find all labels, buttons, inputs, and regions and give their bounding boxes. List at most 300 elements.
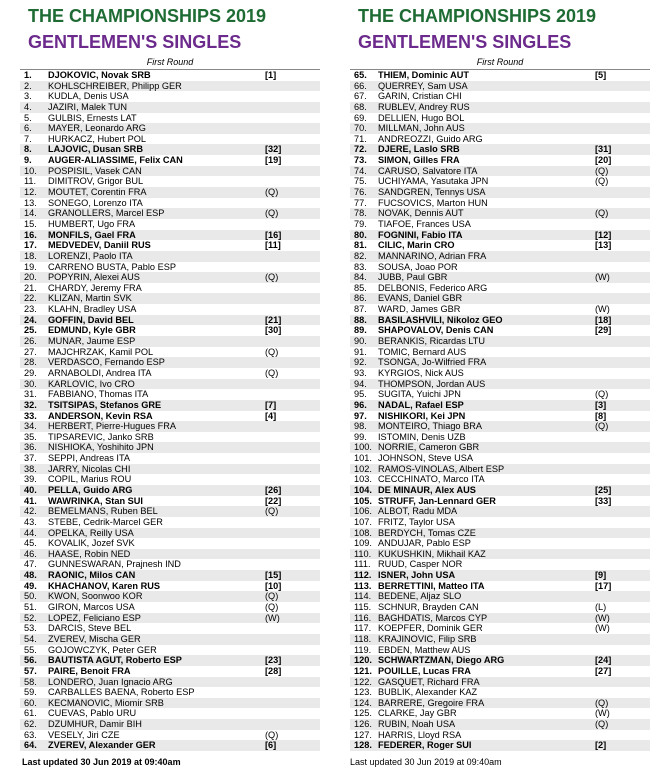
player-name: BEDENE, Aljaz SLO bbox=[378, 591, 462, 602]
seed-status: [25] bbox=[595, 484, 612, 495]
draw-position: 94. bbox=[354, 378, 367, 389]
draw-entry bbox=[350, 400, 650, 411]
draw-entry bbox=[350, 602, 650, 613]
draw-entry bbox=[20, 304, 320, 315]
draw-position: 43. bbox=[24, 516, 37, 527]
player-name: BEMELMANS, Ruben BEL bbox=[48, 506, 158, 517]
player-name: SUGITA, Yuichi JPN bbox=[378, 389, 461, 400]
draw-position: 111. bbox=[354, 559, 371, 570]
player-name: CECCHINATO, Marco ITA bbox=[378, 474, 485, 485]
seed-status: [21] bbox=[265, 314, 282, 325]
seed-status: [10] bbox=[265, 580, 282, 591]
seed-status: [19] bbox=[265, 155, 282, 166]
player-name: CILIC, Marin CRO bbox=[378, 240, 455, 251]
seed-status: [29] bbox=[595, 325, 612, 336]
draw-position: 123. bbox=[354, 687, 372, 698]
player-name: OPELKA, Reilly USA bbox=[48, 527, 134, 538]
draw-position: 60. bbox=[24, 697, 37, 708]
player-name: POSPISIL, Vasek CAN bbox=[48, 165, 142, 176]
draw-position: 127. bbox=[354, 729, 372, 740]
player-name: DELLIEN, Hugo BOL bbox=[378, 112, 465, 123]
draw-entry bbox=[20, 623, 320, 634]
player-name: GOJOWCZYK, Peter GER bbox=[48, 644, 157, 655]
draw-entry bbox=[350, 176, 650, 187]
draw-position: 58. bbox=[24, 676, 37, 687]
seed-status: [33] bbox=[595, 495, 612, 506]
draw-entry bbox=[350, 591, 650, 602]
seed-status: [17] bbox=[595, 580, 612, 591]
seed-status: (Q) bbox=[595, 697, 609, 708]
seed-status: [7] bbox=[265, 399, 277, 410]
player-name: ANDUJAR, Pablo ESP bbox=[378, 538, 471, 549]
draw-entry bbox=[350, 123, 650, 134]
player-name: STRUFF, Jan-Lennard GER bbox=[378, 495, 496, 506]
draw-entry bbox=[20, 485, 320, 496]
draw-entry bbox=[350, 240, 650, 251]
player-name: CLARKE, Jay GBR bbox=[378, 708, 457, 719]
seed-status: (Q) bbox=[265, 367, 279, 378]
seed-status: [16] bbox=[265, 229, 282, 240]
draw-entry bbox=[350, 719, 650, 730]
draw-position: 88. bbox=[354, 314, 367, 325]
draw-position: 120. bbox=[354, 655, 372, 666]
player-name: LOPEZ, Feliciano ESP bbox=[48, 612, 141, 623]
draw-entry bbox=[350, 262, 650, 273]
draw-position: 19. bbox=[24, 261, 37, 272]
player-name: KWON, Soonwoo KOR bbox=[48, 591, 143, 602]
seed-status: (L) bbox=[595, 602, 607, 613]
draw-position: 32. bbox=[24, 399, 37, 410]
player-name: ISTOMIN, Denis UZB bbox=[378, 431, 466, 442]
draw-position: 114. bbox=[354, 591, 372, 602]
player-name: TSITSIPAS, Stefanos GRE bbox=[48, 399, 162, 410]
draw-position: 124. bbox=[354, 697, 372, 708]
draw-position: 1. bbox=[24, 70, 32, 80]
seed-status: (W) bbox=[595, 623, 610, 634]
draw-entry bbox=[20, 357, 320, 368]
draw-entry bbox=[20, 262, 320, 273]
draw-position: 39. bbox=[24, 474, 37, 485]
draw-entry bbox=[350, 379, 650, 390]
player-name: GARIN, Cristian CHI bbox=[378, 91, 462, 102]
seed-status: (Q) bbox=[595, 421, 609, 432]
draw-position: 72. bbox=[354, 144, 367, 155]
draw-list bbox=[20, 69, 320, 751]
draw-entry bbox=[20, 283, 320, 294]
seed-status: [5] bbox=[595, 70, 607, 80]
player-name: FABBIANO, Thomas ITA bbox=[48, 389, 149, 400]
draw-entry bbox=[20, 549, 320, 560]
player-name: HAASE, Robin NED bbox=[48, 548, 131, 559]
player-name: GUNNESWARAN, Prajnesh IND bbox=[48, 559, 181, 570]
draw-position: 71. bbox=[354, 133, 367, 144]
draw-entry bbox=[350, 315, 650, 326]
draw-position: 22. bbox=[24, 293, 37, 304]
draw-entry bbox=[350, 198, 650, 209]
seed-status: (W) bbox=[595, 304, 610, 315]
player-name: SOUSA, Joao POR bbox=[378, 261, 458, 272]
player-name: BASILASHVILI, Nikoloz GEO bbox=[378, 314, 503, 325]
seed-status: [4] bbox=[265, 410, 277, 421]
event-subtitle: GENTLEMEN'S SINGLES bbox=[28, 32, 242, 52]
player-name: NISHIKORI, Kei JPN bbox=[378, 410, 466, 421]
player-name: JAZIRI, Malek TUN bbox=[48, 101, 127, 112]
draw-position: 46. bbox=[24, 548, 37, 559]
draw-entry bbox=[20, 677, 320, 688]
seed-status: [1] bbox=[265, 70, 277, 80]
player-name: EVANS, Daniel GBR bbox=[378, 293, 463, 304]
seed-status: [3] bbox=[595, 399, 607, 410]
player-name: KOEPFER, Dominik GER bbox=[378, 623, 483, 634]
player-name: SONEGO, Lorenzo ITA bbox=[48, 197, 143, 208]
draw-position: 15. bbox=[24, 218, 37, 229]
player-name: GULBIS, Ernests LAT bbox=[48, 112, 137, 123]
player-name: NISHIOKA, Yoshihito JPN bbox=[48, 442, 154, 453]
player-name: QUERREY, Sam USA bbox=[378, 80, 468, 91]
draw-entry bbox=[350, 453, 650, 464]
draw-entry bbox=[350, 496, 650, 507]
draw-position: 29. bbox=[24, 367, 37, 378]
draw-entry bbox=[20, 134, 320, 145]
draw-position: 12. bbox=[24, 187, 37, 198]
seed-status: [26] bbox=[265, 484, 282, 495]
draw-position: 86. bbox=[354, 293, 367, 304]
player-name: DIMITROV, Grigor BUL bbox=[48, 176, 144, 187]
draw-position: 64. bbox=[24, 740, 37, 751]
seed-status: (Q) bbox=[595, 389, 609, 400]
draw-position: 102. bbox=[354, 463, 372, 474]
draw-position: 84. bbox=[354, 272, 367, 283]
draw-entry bbox=[20, 570, 320, 581]
draw-entry bbox=[20, 698, 320, 709]
player-name: JARRY, Nicolas CHI bbox=[48, 463, 131, 474]
draw-entry bbox=[350, 740, 650, 751]
player-name: KUDLA, Denis USA bbox=[48, 91, 129, 102]
player-name: RUUD, Casper NOR bbox=[378, 559, 463, 570]
draw-position: 110. bbox=[354, 548, 372, 559]
player-name: KLIZAN, Martin SVK bbox=[48, 293, 132, 304]
event-subtitle: GENTLEMEN'S SINGLES bbox=[358, 32, 572, 52]
draw-position: 105. bbox=[354, 495, 372, 506]
draw-entry bbox=[350, 666, 650, 677]
draw-entry bbox=[350, 113, 650, 124]
player-name: CARBALLES BAENA, Roberto ESP bbox=[48, 687, 195, 698]
draw-position: 81. bbox=[354, 240, 367, 251]
draw-position: 24. bbox=[24, 314, 37, 325]
draw-entry bbox=[20, 113, 320, 124]
draw-entry bbox=[20, 730, 320, 741]
player-name: TIPSAREVIC, Janko SRB bbox=[48, 431, 154, 442]
player-name: BAGHDATIS, Marcos CYP bbox=[378, 612, 488, 623]
draw-entry bbox=[350, 464, 650, 475]
player-name: ALBOT, Radu MDA bbox=[378, 506, 458, 517]
draw-position: 121. bbox=[354, 665, 372, 676]
player-name: HUMBERT, Ugo FRA bbox=[48, 218, 136, 229]
draw-position: 37. bbox=[24, 453, 37, 464]
draw-position: 125. bbox=[354, 708, 372, 719]
draw-position: 93. bbox=[354, 367, 367, 378]
draw-entry bbox=[20, 368, 320, 379]
draw-entry bbox=[20, 91, 320, 102]
seed-status: (Q) bbox=[595, 208, 609, 219]
draw-entry bbox=[350, 581, 650, 592]
player-name: KOVALIK, Jozef SVK bbox=[48, 538, 135, 549]
draw-position: 108. bbox=[354, 527, 372, 538]
draw-entry bbox=[20, 123, 320, 134]
draw-position: 9. bbox=[24, 155, 32, 166]
player-name: KLAHN, Bradley USA bbox=[48, 304, 137, 315]
draw-entry bbox=[350, 559, 650, 570]
draw-position: 128. bbox=[354, 740, 372, 751]
draw-entry bbox=[20, 155, 320, 166]
seed-status: (W) bbox=[595, 272, 610, 283]
player-name: ANDERSON, Kevin RSA bbox=[48, 410, 153, 421]
player-name: NOVAK, Dennis AUT bbox=[378, 208, 464, 219]
draw-entry bbox=[350, 187, 650, 198]
draw-entry bbox=[350, 698, 650, 709]
seed-status: [15] bbox=[265, 570, 282, 581]
draw-position: 17. bbox=[24, 240, 37, 251]
draw-position: 101. bbox=[354, 453, 372, 464]
seed-status: [18] bbox=[595, 314, 612, 325]
draw-position: 53. bbox=[24, 623, 37, 634]
draw-position: 87. bbox=[354, 304, 367, 315]
draw-position: 42. bbox=[24, 506, 37, 517]
player-name: BARRERE, Gregoire FRA bbox=[378, 697, 485, 708]
player-name: MAJCHRZAK, Kamil POL bbox=[48, 346, 154, 357]
draw-entry bbox=[350, 528, 650, 539]
round-label: First Round bbox=[146, 57, 194, 67]
seed-status: (Q) bbox=[265, 208, 279, 219]
draw-entry bbox=[350, 708, 650, 719]
seed-status: [28] bbox=[265, 665, 282, 676]
draw-entry bbox=[20, 496, 320, 507]
player-name: COPIL, Marius ROU bbox=[48, 474, 132, 485]
seed-status: [11] bbox=[265, 240, 281, 251]
player-name: TIAFOE, Frances USA bbox=[378, 218, 471, 229]
draw-entry bbox=[20, 655, 320, 666]
player-name: POPYRIN, Alexei AUS bbox=[48, 272, 140, 283]
draw-position: 99. bbox=[354, 431, 367, 442]
seed-status: [20] bbox=[595, 155, 612, 166]
draw-entry bbox=[350, 687, 650, 698]
draw-entry bbox=[350, 293, 650, 304]
last-updated-left: Last updated 30 Jun 2019 at 09:40am bbox=[22, 757, 181, 767]
draw-entry bbox=[350, 81, 650, 92]
seed-status: (Q) bbox=[265, 187, 279, 198]
draw-entry bbox=[20, 219, 320, 230]
draw-position: 26. bbox=[24, 336, 37, 347]
draw-position: 48. bbox=[24, 570, 37, 581]
player-name: LAJOVIC, Dusan SRB bbox=[48, 144, 143, 155]
seed-status: [31] bbox=[595, 144, 612, 155]
player-name: DARCIS, Steve BEL bbox=[48, 623, 132, 634]
draw-position: 2. bbox=[24, 80, 32, 91]
player-name: KHACHANOV, Karen RUS bbox=[48, 580, 160, 591]
draw-entry bbox=[20, 389, 320, 400]
draw-position: 112. bbox=[354, 570, 372, 581]
draw-entry bbox=[350, 272, 650, 283]
draw-position: 31. bbox=[24, 389, 37, 400]
draw-position: 14. bbox=[24, 208, 37, 219]
seed-status: [2] bbox=[595, 740, 607, 751]
player-name: EDMUND, Kyle GBR bbox=[48, 325, 136, 336]
draw-position: 34. bbox=[24, 421, 37, 432]
player-name: ZVEREV, Mischa GER bbox=[48, 633, 141, 644]
player-name: BERANKIS, Ricardas LTU bbox=[378, 336, 486, 347]
draw-entry bbox=[350, 336, 650, 347]
player-name: RUBIN, Noah USA bbox=[378, 719, 456, 730]
draw-entry bbox=[20, 325, 320, 336]
draw-entry bbox=[20, 474, 320, 485]
player-name: RAMOS-VINOLAS, Albert ESP bbox=[378, 463, 505, 474]
draw-position: 33. bbox=[24, 410, 37, 421]
player-name: MONTEIRO, Thiago BRA bbox=[378, 421, 482, 432]
seed-status: [27] bbox=[595, 665, 612, 676]
draw-entry bbox=[20, 411, 320, 422]
player-name: RAONIC, Milos CAN bbox=[48, 570, 136, 581]
player-name: WAWRINKA, Stan SUI bbox=[48, 495, 143, 506]
draw-entry bbox=[20, 559, 320, 570]
draw-position: 13. bbox=[24, 197, 37, 208]
draw-entry bbox=[350, 442, 650, 453]
draw-position: 11. bbox=[24, 176, 37, 187]
draw-entry bbox=[350, 134, 650, 145]
player-name: STEBE, Cedrik-Marcel GER bbox=[48, 516, 163, 527]
draw-entry bbox=[350, 421, 650, 432]
draw-position: 18. bbox=[24, 250, 37, 261]
draw-position: 78. bbox=[354, 208, 367, 219]
draw-position: 95. bbox=[354, 389, 367, 400]
player-name: VERDASCO, Fernando ESP bbox=[48, 357, 165, 368]
player-name: RUBLEV, Andrey RUS bbox=[378, 101, 470, 112]
draw-position: 30. bbox=[24, 378, 37, 389]
player-name: BERDYCH, Tomas CZE bbox=[378, 527, 476, 538]
player-name: SCHWARTZMAN, Diego ARG bbox=[378, 655, 505, 666]
player-name: FRITZ, Taylor USA bbox=[378, 516, 455, 527]
player-name: CARUSO, Salvatore ITA bbox=[378, 165, 478, 176]
draw-position: 79. bbox=[354, 218, 367, 229]
player-name: VESELY, Jiri CZE bbox=[48, 729, 120, 740]
draw-entry bbox=[350, 325, 650, 336]
draw-position: 74. bbox=[354, 165, 367, 176]
draw-position: 92. bbox=[354, 357, 367, 368]
draw-entry bbox=[350, 91, 650, 102]
seed-status: (Q) bbox=[265, 346, 279, 357]
draw-position: 126. bbox=[354, 719, 372, 730]
draw-entry bbox=[350, 538, 650, 549]
player-name: CUEVAS, Pablo URU bbox=[48, 708, 137, 719]
player-name: THOMPSON, Jordan AUS bbox=[378, 378, 486, 389]
draw-position: 38. bbox=[24, 463, 37, 474]
draw-entry bbox=[20, 208, 320, 219]
player-name: AUGER-ALIASSIME, Felix CAN bbox=[48, 155, 183, 166]
player-name: SEPPI, Andreas ITA bbox=[48, 453, 131, 464]
draw-position: 47. bbox=[24, 559, 37, 570]
draw-position: 115. bbox=[354, 602, 372, 613]
draw-position: 8. bbox=[24, 144, 32, 155]
draw-position: 7. bbox=[24, 133, 32, 144]
draw-position: 104. bbox=[354, 484, 372, 495]
draw-position: 68. bbox=[354, 101, 367, 112]
player-name: MILLMAN, John AUS bbox=[378, 123, 465, 134]
draw-entry bbox=[20, 708, 320, 719]
round-label: First Round bbox=[476, 57, 524, 67]
draw-entry bbox=[20, 102, 320, 113]
player-name: DE MINAUR, Alex AUS bbox=[378, 484, 476, 495]
player-name: MOUTET, Corentin FRA bbox=[48, 187, 147, 198]
draw-position: 23. bbox=[24, 304, 37, 315]
draw-entry bbox=[20, 634, 320, 645]
seed-status: (Q) bbox=[595, 719, 609, 730]
player-name: GASQUET, Richard FRA bbox=[378, 676, 480, 687]
draw-entry bbox=[20, 506, 320, 517]
draw-entry bbox=[20, 315, 320, 326]
seed-status: (Q) bbox=[265, 591, 279, 602]
draw-entry bbox=[20, 432, 320, 443]
draw-entry bbox=[350, 357, 650, 368]
draw-position: 122. bbox=[354, 676, 372, 687]
player-name: PELLA, Guido ARG bbox=[48, 484, 133, 495]
draw-entry bbox=[20, 187, 320, 198]
player-name: DZUMHUR, Damir BIH bbox=[48, 719, 142, 730]
draw-position: 36. bbox=[24, 442, 37, 453]
draw-position: 118. bbox=[354, 633, 372, 644]
draw-entry bbox=[350, 485, 650, 496]
draw-position: 66. bbox=[354, 80, 367, 91]
player-name: FUCSOVICS, Marton HUN bbox=[378, 197, 488, 208]
player-name: NORRIE, Cameron GBR bbox=[378, 442, 480, 453]
player-name: WARD, James GBR bbox=[378, 304, 461, 315]
player-name: DELBONIS, Federico ARG bbox=[378, 282, 488, 293]
player-name: EBDEN, Matthew AUS bbox=[378, 644, 471, 655]
draw-entry bbox=[20, 581, 320, 592]
draw-position: 52. bbox=[24, 612, 37, 623]
draw-entry bbox=[20, 687, 320, 698]
draw-entry bbox=[350, 411, 650, 422]
seed-status: (Q) bbox=[595, 165, 609, 176]
draw-entry bbox=[350, 219, 650, 230]
draw-position: 117. bbox=[354, 623, 372, 634]
draw-position: 113. bbox=[354, 580, 372, 591]
draw-entry bbox=[20, 400, 320, 411]
player-name: SANDGREN, Tennys USA bbox=[378, 187, 486, 198]
seed-status: (Q) bbox=[265, 272, 279, 283]
draw-position: 103. bbox=[354, 474, 372, 485]
draw-entry bbox=[20, 144, 320, 155]
player-name: KOHLSCHREIBER, Philipp GER bbox=[48, 80, 182, 91]
draw-position: 28. bbox=[24, 357, 37, 368]
draw-entry bbox=[20, 379, 320, 390]
last-updated-right: Last updated 30 Jun 2019 at 09:40am bbox=[350, 757, 502, 767]
draw-entry bbox=[20, 272, 320, 283]
draw-position: 100. bbox=[354, 442, 372, 453]
draw-position: 76. bbox=[354, 187, 367, 198]
player-name: CARRENO BUSTA, Pablo ESP bbox=[48, 261, 176, 272]
seed-status: (Q) bbox=[595, 176, 609, 187]
draw-position: 57. bbox=[24, 665, 37, 676]
draw-position: 59. bbox=[24, 687, 37, 698]
draw-entry bbox=[350, 506, 650, 517]
player-name: GIRON, Marcos USA bbox=[48, 602, 135, 613]
draw-entry bbox=[20, 421, 320, 432]
draw-entry bbox=[350, 677, 650, 688]
draw-entry bbox=[20, 740, 320, 751]
draw-position: 62. bbox=[24, 719, 37, 730]
draw-position: 4. bbox=[24, 101, 32, 112]
seed-status: (Q) bbox=[265, 602, 279, 613]
seed-status: [24] bbox=[595, 655, 612, 666]
